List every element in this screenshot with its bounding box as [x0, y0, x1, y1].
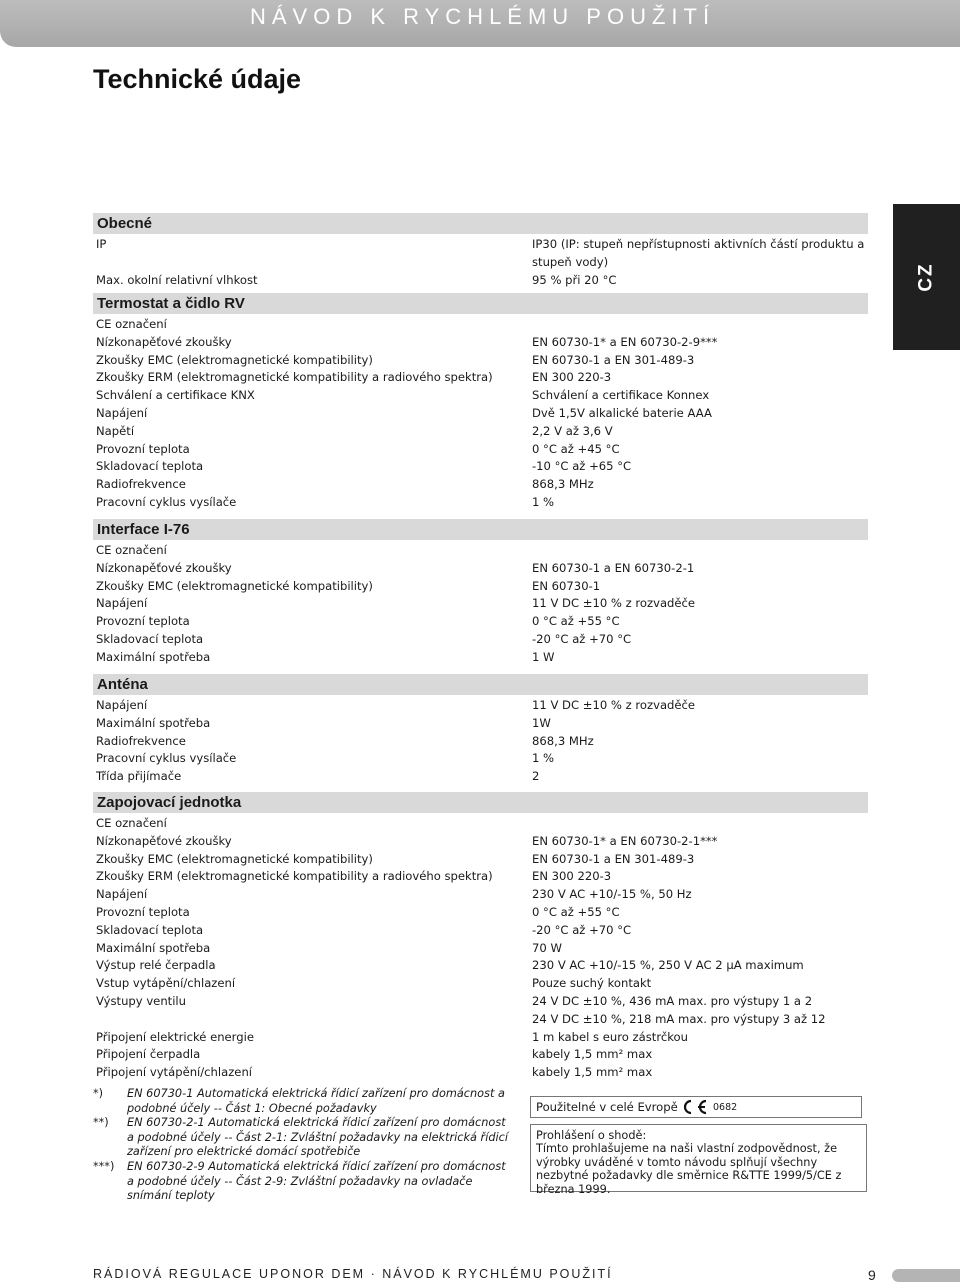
spec-row: [93, 1064, 868, 1082]
spec-label: CE označení: [96, 317, 167, 331]
spec-label: Třída přijímače: [96, 769, 182, 784]
spec-label: CE označení: [96, 816, 167, 830]
section-interface: [93, 519, 868, 667]
page-number: 9: [868, 1267, 876, 1283]
spec-label: Zkoušky ERM (elektromagnetické kompatibility a radiového spektra): [96, 869, 493, 884]
spec-row: [93, 904, 868, 922]
spec-value: 1 W: [532, 649, 555, 664]
spec-value: 2: [532, 769, 540, 784]
footnote: [93, 1087, 513, 1116]
top-banner: [0, 0, 960, 47]
spec-value: IP30 (IP: stupeň nepřístupnosti aktivních částí produktu a stupeň vody): [532, 237, 865, 269]
banner-title: NÁVOD K RYCHLÉMU POUŽITÍ: [250, 4, 716, 29]
footer-text: RÁDIOVÁ REGULACE UPONOR DEM · NÁVOD K RYCHLÉMU POUŽITÍ: [93, 1267, 613, 1281]
spec-label: Nízkonapěťové zkoušky: [96, 334, 232, 349]
footnote-text: EN 60730-1 Automatická elektrická řídicí zařízení pro domácnost a podobné účely -- Část 1: Obecné požadavky: [127, 1087, 505, 1115]
ce-mark-icon: [679, 1098, 709, 1116]
spec-label: Připojení vytápění/chlazení: [96, 1065, 253, 1080]
spec-value: EN 300 220-3: [532, 869, 612, 884]
spec-row: [93, 975, 868, 993]
spec-row: [93, 768, 868, 786]
spec-row: [93, 560, 868, 578]
spec-row: [93, 352, 868, 370]
spec-value: -20 °C až +70 °C: [532, 631, 632, 646]
spec-row: [93, 631, 868, 649]
spec-value: 1 %: [532, 494, 555, 509]
spec-row: [93, 815, 868, 833]
spec-label: Nízkonapěťové zkoušky: [96, 833, 232, 848]
spec-label: Napětí: [96, 423, 135, 438]
footnote-mark: ***): [93, 1159, 115, 1173]
spec-row: [93, 405, 868, 423]
spec-value: kabely 1,5 mm² max: [532, 1065, 653, 1080]
section-general: [93, 213, 868, 289]
spec-row: [93, 733, 868, 751]
spec-row: [93, 940, 868, 958]
spec-value: 0 °C až +55 °C: [532, 904, 620, 919]
spec-label: Schválení a certifikace KNX: [96, 388, 255, 403]
spec-value: EN 60730-1* a EN 60730-2-9***: [532, 334, 718, 349]
footnote: [93, 1160, 513, 1204]
spec-label: Napájení: [96, 405, 148, 420]
spec-value: 1W: [532, 715, 551, 730]
spec-row: [93, 922, 868, 940]
spec-value: 0 °C až +45 °C: [532, 441, 620, 456]
footnote-mark: **): [93, 1116, 109, 1130]
spec-label: Maximální spotřeba: [96, 715, 211, 730]
footnote: [93, 1116, 513, 1160]
section-thermostat: [93, 293, 868, 512]
spec-value: [532, 815, 868, 833]
spec-row: [93, 441, 868, 459]
language-tab: [893, 204, 960, 350]
spec-value: EN 60730-1 a EN 301-489-3: [532, 352, 695, 367]
page-title: Technické údaje: [93, 64, 302, 94]
section-heading: Interface I-76: [93, 519, 868, 540]
declaration-box: [530, 1124, 867, 1196]
spec-row: [93, 316, 868, 334]
footnotes: [93, 1087, 513, 1204]
spec-label: Připojení elektrické energie: [96, 1029, 254, 1044]
spec-row: [93, 886, 868, 904]
spec-row: [93, 957, 868, 975]
spec-value: EN 60730-1: [532, 578, 601, 593]
declaration-text: Tímto prohlašujeme na naši vlastní zodpovědnost, že výrobky uváděné v tomto návodu splňují všechny nezbytné požadavky dle směrnice R&TTE 1999/5/CE z března 1999.: [536, 1142, 842, 1196]
spec-value: Schválení a certifikace Konnex: [532, 388, 710, 403]
spec-label: CE označení: [96, 543, 167, 557]
spec-row: [93, 613, 868, 631]
spec-value: EN 300 220-3: [532, 370, 612, 385]
section-heading: Obecné: [93, 213, 868, 234]
spec-value: -10 °C až +65 °C: [532, 459, 632, 474]
spec-row: [93, 833, 868, 851]
spec-row: [93, 542, 868, 560]
spec-row: [93, 476, 868, 494]
spec-value: EN 60730-1 a EN 60730-2-1: [532, 560, 695, 575]
spec-label: Radiofrekvence: [96, 733, 186, 748]
spec-label: Zkoušky EMC (elektromagnetické kompatibility): [96, 851, 373, 866]
spec-value: [532, 316, 868, 334]
spec-row: [93, 578, 868, 596]
spec-value: Pouze suchý kontakt: [532, 976, 652, 991]
section-connection-unit: [93, 792, 868, 1082]
spec-row: [93, 494, 868, 512]
spec-row: [93, 1029, 868, 1047]
spec-value: Dvě 1,5V alkalické baterie AAA: [532, 405, 712, 420]
footer-bar: [892, 1269, 960, 1282]
spec-row: [93, 272, 868, 290]
spec-label: Pracovní cyklus vysílače: [96, 494, 237, 509]
spec-value: 868,3 MHz: [532, 477, 594, 492]
section-heading: Anténa: [93, 674, 868, 695]
spec-value: 230 V AC +10/-15 %, 50 Hz: [532, 887, 692, 902]
language-tab-label: CZ: [915, 262, 937, 292]
spec-value: kabely 1,5 mm² max: [532, 1047, 653, 1062]
spec-label: Zkoušky EMC (elektromagnetické kompatibility): [96, 352, 373, 367]
section-heading: Zapojovací jednotka: [93, 792, 868, 813]
spec-value: 11 V DC ±10 % z rozvaděče: [532, 698, 696, 712]
spec-value: 2,2 V až 3,6 V: [532, 423, 613, 438]
spec-row: [93, 334, 868, 352]
spec-label: Skladovací teplota: [96, 922, 204, 937]
spec-row: [93, 423, 868, 441]
spec-row: [93, 993, 868, 1029]
section-heading: Termostat a čidlo RV: [93, 293, 868, 314]
spec-label: Nízkonapěťové zkoušky: [96, 560, 232, 575]
spec-value: 1 m kabel s euro zástrčkou: [532, 1029, 688, 1044]
validity-text: Použitelné v celé Evropě: [536, 1100, 678, 1114]
spec-label: Skladovací teplota: [96, 631, 204, 646]
spec-row: [93, 697, 868, 715]
spec-label: Pracovní cyklus vysílače: [96, 751, 237, 766]
spec-value: EN 60730-1* a EN 60730-2-1***: [532, 833, 718, 848]
spec-row: [93, 750, 868, 768]
spec-row: [93, 595, 868, 613]
spec-label: Maximální spotřeba: [96, 649, 211, 664]
spec-label: Napájení: [96, 596, 148, 611]
spec-row: [93, 649, 868, 667]
section-antenna: [93, 674, 868, 786]
spec-label: Maximální spotřeba: [96, 940, 211, 955]
spec-label: Zkoušky ERM (elektromagnetické kompatibility a radiového spektra): [96, 370, 493, 385]
spec-value: 0 °C až +55 °C: [532, 614, 620, 629]
spec-row: [93, 387, 868, 405]
spec-label: Provozní teplota: [96, 614, 190, 629]
footnote-mark: *): [93, 1087, 104, 1100]
spec-label: Připojení čerpadla: [96, 1047, 201, 1062]
footnote-text: EN 60730-2-9 Automatická elektrická řídicí zařízení pro domácnost a podobné účely -- Část 2-9: Zvláštní požadavky na ovladače snímání teploty: [127, 1159, 506, 1203]
spec-label: IP: [96, 237, 107, 251]
spec-row: [93, 236, 868, 272]
spec-label: Max. okolní relativní vlhkost: [96, 272, 258, 287]
spec-row: [93, 851, 868, 869]
spec-row: [93, 1046, 868, 1064]
spec-value: 11 V DC ±10 % z rozvaděče: [532, 596, 696, 611]
declaration-heading: Prohlášení o shodě:: [536, 1129, 647, 1142]
spec-row: [93, 868, 868, 886]
spec-label: Radiofrekvence: [96, 477, 186, 492]
spec-value: 868,3 MHz: [532, 733, 594, 748]
spec-value: 70 W: [532, 940, 562, 955]
validity-box: [530, 1096, 862, 1118]
spec-row: [93, 458, 868, 476]
spec-row: [93, 715, 868, 733]
spec-value: EN 60730-1 a EN 301-489-3: [532, 851, 695, 866]
spec-label: Napájení: [96, 887, 148, 902]
spec-label: Napájení: [96, 698, 148, 712]
spec-label: Výstup relé čerpadla: [96, 958, 216, 973]
spec-label: Provozní teplota: [96, 441, 190, 456]
spec-value: 230 V AC +10/-15 %, 250 V AC 2 μA maximum: [532, 958, 804, 973]
spec-value: 24 V DC ±10 %, 436 mA max. pro výstupy 1 a 2 24 V DC ±10 %, 218 mA max. pro výstupy 3 až 12: [532, 993, 826, 1026]
spec-label: Skladovací teplota: [96, 459, 204, 474]
footnote-text: EN 60730-2-1 Automatická elektrická řídicí zařízení pro domácnost a podobné účely -- Část 2-1: Zvláštní požadavky na elektrická řídicí zařízení pro elektrické domácí spotřebiče: [127, 1116, 508, 1159]
spec-label: Vstup vytápění/chlazení: [96, 976, 236, 991]
spec-value: 95 % při 20 °C: [532, 272, 617, 287]
spec-value: [532, 542, 868, 560]
spec-label: Zkoušky EMC (elektromagnetické kompatibility): [96, 578, 373, 593]
notified-body-code: 0682: [713, 1102, 738, 1113]
spec-row: [93, 369, 868, 387]
spec-label: Provozní teplota: [96, 904, 190, 919]
spec-label: Výstupy ventilu: [96, 993, 186, 1008]
spec-value: 1 %: [532, 751, 555, 766]
spec-value: -20 °C až +70 °C: [532, 922, 632, 937]
